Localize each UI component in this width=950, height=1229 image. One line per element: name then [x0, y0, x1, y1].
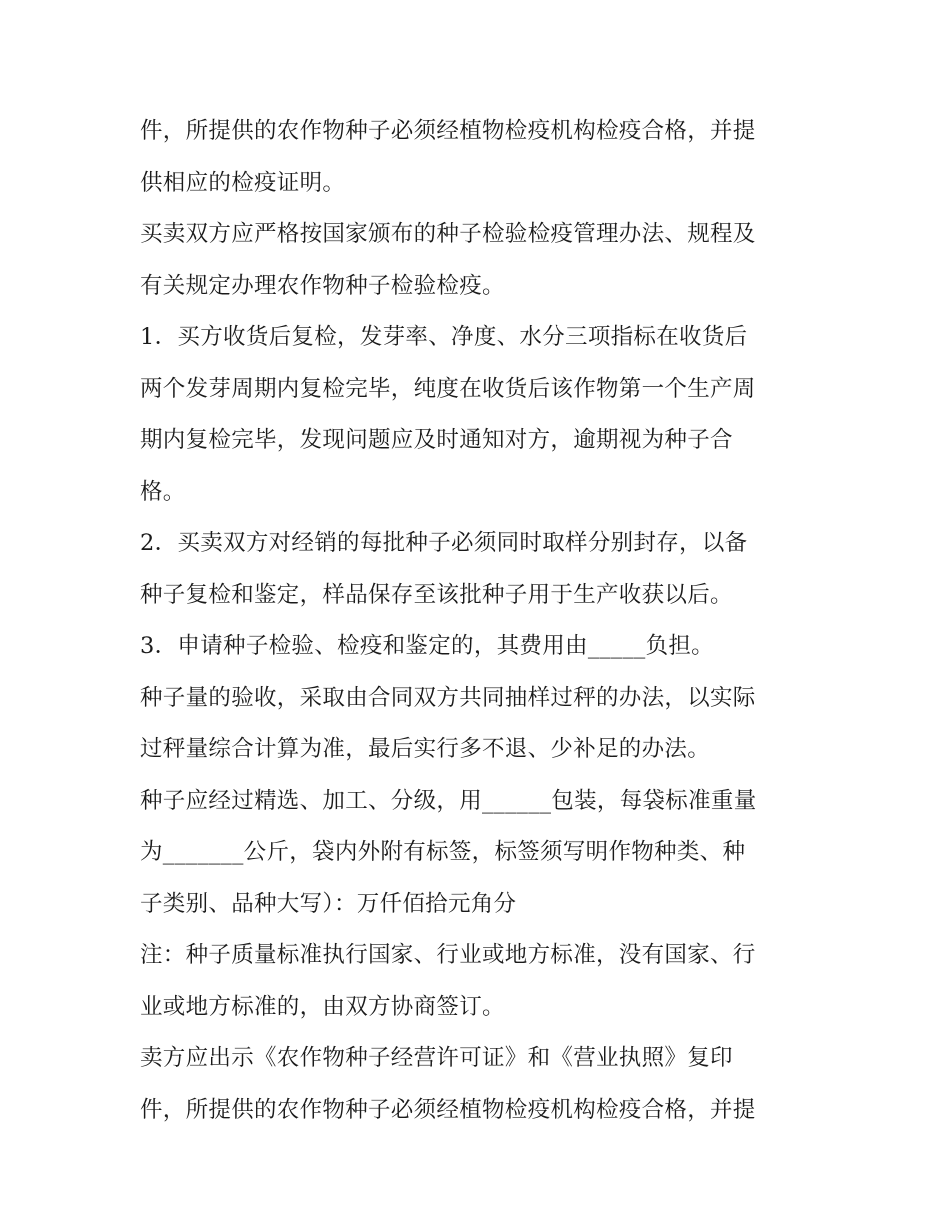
text-line: 两个发芽周期内复检完毕，纯度在收货后该作物第一个生产周: [140, 375, 756, 402]
text-line: 业或地方标准的，由双方协商签订。: [140, 993, 505, 1020]
text-line: 注：种子质量标准执行国家、行业或地方标准，没有国家、行: [140, 942, 756, 968]
text-line: 1．买方收货后复检，发芽率、净度、水分三项指标在收货后: [140, 324, 748, 350]
text-line: 有关规定办理农作物种子检验检疫。: [140, 272, 505, 299]
text-line: 格。: [140, 478, 186, 505]
text-line: 2．买卖双方对经销的每批种子必须同时取样分别封存，以备: [140, 530, 748, 556]
text-line: 件，所提供的农作物种子必须经植物检疫机构检疫合格，并提: [140, 1096, 756, 1123]
text-line: 买卖双方应严格按国家颁布的种子检验检疫管理办法、规程及: [140, 221, 756, 247]
text-line: 种子量的验收，采取由合同双方共同抽样过秤的办法，以实际: [140, 684, 756, 711]
document-body: [140, 106, 820, 1136]
text-line: 期内复检完毕，发现问题应及时通知对方，逾期视为种子合: [140, 427, 733, 453]
text-line: 3．申请种子检验、检疫和鉴定的，其费用由_____负担。: [140, 633, 714, 659]
text-line: 卖方应出示《农作物种子经营许可证》和《营业执照》复印: [140, 1045, 733, 1071]
text-line: 子类别、品种大写）：万仟佰拾元角分: [140, 890, 517, 917]
text-line: 种子应经过精选、加工、分级，用______包装，每袋标准重量: [140, 787, 757, 814]
text-line: 种子复检和鉴定，样品保存至该批种子用于生产收获以后。: [140, 581, 733, 608]
text-line: 供相应的检疫证明。: [140, 169, 346, 196]
text-line: 件，所提供的农作物种子必须经植物检疫机构检疫合格，并提: [140, 118, 756, 144]
text-line: 为_______公斤，袋内外附有标签，标签须写明作物种类、种: [140, 839, 746, 865]
text-line: 过秤量综合计算为准，最后实行多不退、少补足的办法。: [140, 736, 711, 762]
